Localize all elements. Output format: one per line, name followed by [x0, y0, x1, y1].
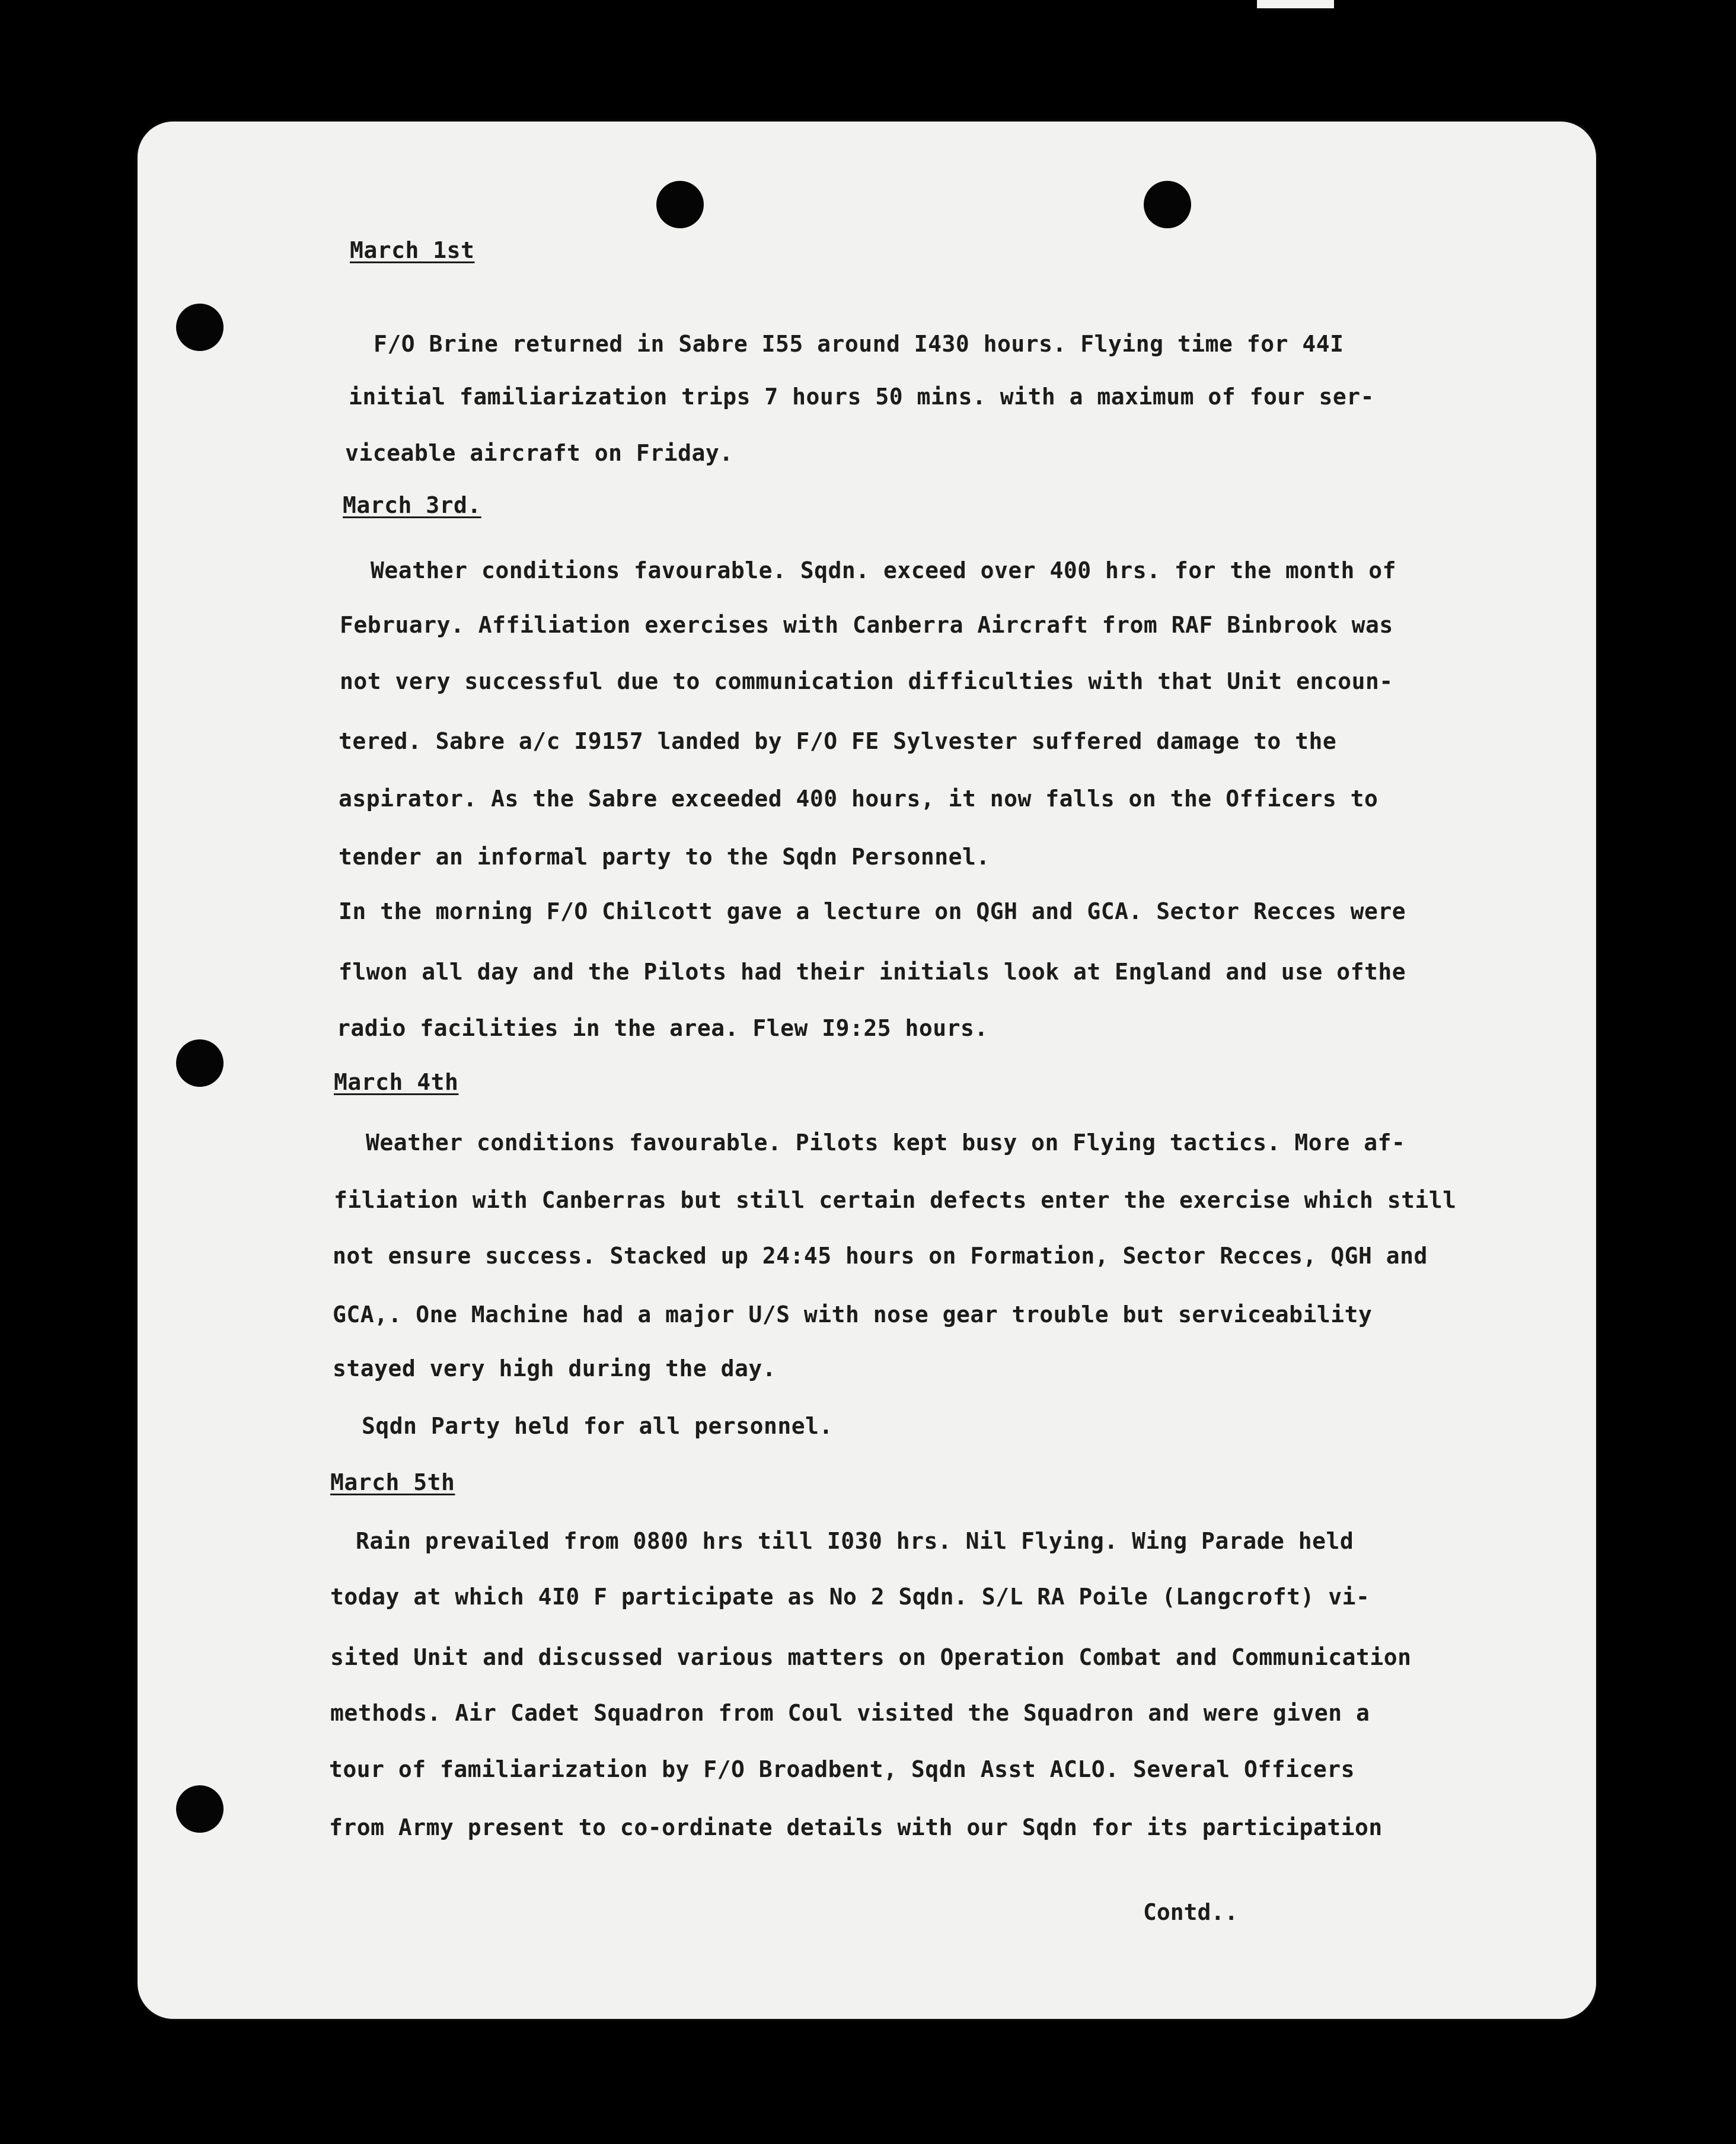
section-heading-march-4th: March 4th — [334, 1069, 459, 1095]
text-line: from Army present to co-ordinate details with our Sqdn for its participation — [329, 1814, 1383, 1840]
punch-hole-left-upper — [176, 304, 224, 351]
text-line: stayed very high during the day. — [333, 1355, 777, 1382]
text-line: aspirator. As the Sabre exceeded 400 hours, it now falls on the Officers to — [339, 786, 1378, 812]
text-line: Sqdn Party held for all personnel. — [362, 1413, 833, 1439]
text-line: Weather conditions favourable. Sqdn. exceed over 400 hrs. for the month of — [371, 557, 1396, 583]
text-line: Rain prevailed from 0800 hrs till I030 hrs. Nil Flying. Wing Parade held — [356, 1528, 1354, 1554]
text-line: today at which 4I0 F participate as No 2 Sqdn. S/L RA Poile (Langcroft) vi- — [330, 1584, 1370, 1610]
text-line: not ensure success. Stacked up 24:45 hours on Formation, Sector Recces, QGH and — [333, 1243, 1428, 1269]
section-heading-march-3rd: March 3rd. — [343, 492, 481, 518]
text-line: In the morning F/O Chilcott gave a lecture on QGH and GCA. Sector Recces were — [339, 898, 1406, 924]
punch-hole-top-right — [1144, 181, 1191, 228]
continued-label: Contd.. — [1143, 1899, 1239, 1925]
text-line: F/O Brine returned in Sabre I55 around I430 hours. Flying time for 44I — [374, 331, 1344, 357]
text-line: not very successful due to communication difficulties with that Unit encoun- — [340, 668, 1393, 694]
film-edge-strip — [1257, 0, 1334, 8]
text-line: February. Affiliation exercises with Canberra Aircraft from RAF Binbrook was — [340, 612, 1393, 638]
text-line: viceable aircraft on Friday. — [345, 440, 733, 466]
text-line: initial familiarization trips 7 hours 50 mins. with a maximum of four ser- — [349, 384, 1374, 410]
text-line: sited Unit and discussed various matters on Operation Combat and Communication — [330, 1644, 1412, 1670]
punch-hole-left-middle — [176, 1039, 224, 1087]
punch-hole-left-lower — [176, 1785, 224, 1833]
section-heading-march-5th: March 5th — [330, 1469, 455, 1495]
text-line: filiation with Canberras but still certain defects enter the exercise which still — [334, 1187, 1457, 1213]
text-line: Weather conditions favourable. Pilots kept busy on Flying tactics. More af- — [366, 1130, 1406, 1156]
text-line: flwon all day and the Pilots had their initials look at England and use ofthe — [339, 959, 1406, 985]
text-line: GCA,. One Machine had a major U/S with nose gear trouble but serviceability — [333, 1301, 1373, 1328]
text-line: tender an informal party to the Sqdn Personnel. — [339, 844, 990, 870]
text-line: tour of familiarization by F/O Broadbent, Sqdn Asst ACLO. Several Officers — [329, 1756, 1355, 1782]
text-line: methods. Air Cadet Squadron from Coul visited the Squadron and were given a — [330, 1700, 1370, 1726]
text-line: tered. Sabre a/c I9157 landed by F/O FE Sylvester suffered damage to the — [339, 728, 1337, 754]
punch-hole-top-left — [656, 181, 704, 228]
section-heading-march-1st: March 1st — [350, 237, 475, 263]
text-line: radio facilities in the area. Flew I9:25 hours. — [337, 1015, 988, 1041]
